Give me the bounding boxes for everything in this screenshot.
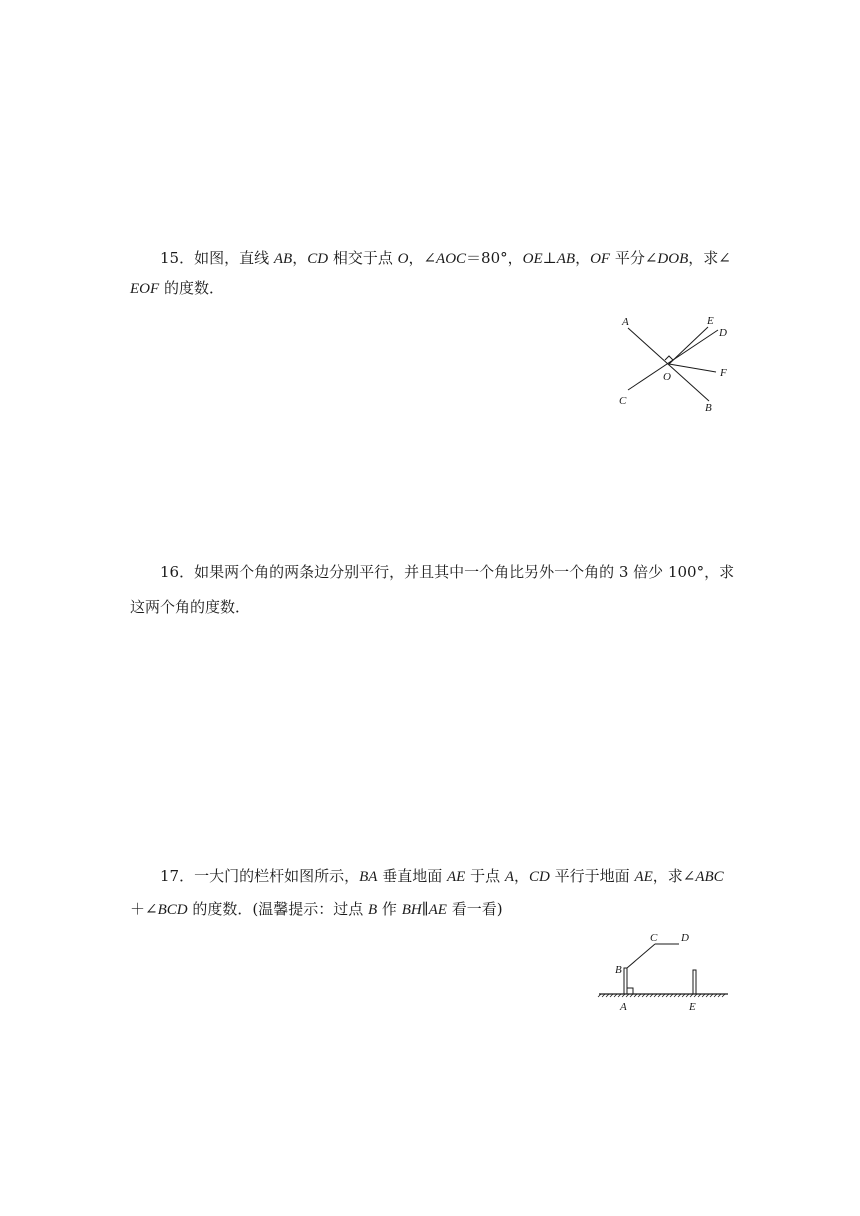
text-run: 于点 [465, 867, 505, 885]
math-variable: AE [634, 869, 653, 885]
text-run: ⊥ [542, 249, 557, 267]
figure-17-gate-railing [595, 926, 735, 1018]
text-run: 相交于点 [328, 249, 398, 267]
problem-text [130, 900, 503, 918]
text-run: 一大门的栏杆如图所示， [194, 867, 360, 885]
figure-15-intersecting-lines [610, 308, 750, 418]
label-o: O [663, 371, 671, 383]
line-ab [628, 328, 709, 401]
math-variable: A [504, 869, 515, 885]
problem-text [194, 563, 734, 581]
label-a: A [622, 316, 629, 328]
label-d: D [681, 932, 689, 944]
label-c: C [619, 395, 627, 407]
math-variable: B [367, 902, 378, 918]
problem-number: 17． [160, 867, 195, 885]
ray-oe [669, 327, 708, 364]
problem-text [130, 598, 250, 616]
text-run: 垂直地面 [377, 867, 447, 885]
label-d: D [719, 327, 727, 339]
text-run: ， [292, 249, 308, 267]
math-variable: BA [359, 869, 378, 885]
math-variable: BCD [157, 902, 188, 918]
text-run: 如果两个角的两条边分别平行，并且其中一个角比另外一个角的 3 倍少 100°，求 [194, 563, 735, 581]
text-run: ＝80°， [466, 249, 523, 267]
problem-text [130, 279, 224, 297]
text-run: ＋∠ [130, 900, 158, 918]
text-run: 这两个角的度数． [130, 598, 251, 616]
text-run: 的度数．(温馨提示：过点 [187, 900, 368, 918]
math-variable: AE [446, 869, 466, 885]
problem-16-line-1 [160, 562, 734, 582]
math-variable: AE [428, 902, 447, 918]
math-variable: EOF [130, 281, 160, 297]
math-variable: O [397, 251, 409, 267]
math-variable: ABC [695, 869, 724, 885]
label-e: E [689, 1001, 696, 1013]
math-variable: CD [307, 251, 329, 267]
text-run: 平行于地面 [549, 867, 635, 885]
problem-16-line-2 [130, 597, 250, 617]
label-c: C [650, 932, 658, 944]
text-run: 平分∠ [610, 249, 658, 267]
math-variable: AB [273, 251, 293, 267]
label-a: A [620, 1001, 627, 1013]
post-ba [624, 968, 627, 994]
math-variable: OE [522, 251, 543, 267]
problem-15-line-1 [160, 248, 731, 269]
problem-15-line-2 [130, 278, 224, 299]
label-b: B [705, 402, 712, 414]
problem-number: 16． [160, 563, 195, 581]
label-f: F [720, 367, 727, 379]
text-run: ，求∠ [652, 867, 696, 885]
label-b: B [615, 964, 622, 976]
text-run: ， [514, 867, 530, 885]
math-variable: CD [529, 869, 550, 885]
math-variable: AOC [436, 251, 467, 267]
math-variable: AB [556, 251, 576, 267]
right-angle-mark [627, 988, 633, 994]
text-run: 作 [377, 900, 402, 918]
text-run: 的度数． [159, 279, 224, 297]
problem-text [194, 867, 724, 885]
text-run: ∥ [421, 900, 429, 918]
math-variable: BH [401, 902, 422, 918]
problem-number: 15． [160, 249, 195, 267]
label-e: E [707, 315, 714, 327]
text-run: ，求∠ [688, 249, 731, 267]
math-variable: OF [590, 251, 611, 267]
post-e [693, 970, 696, 994]
text-run: 看一看) [446, 900, 503, 918]
text-run: 如图，直线 [194, 249, 274, 267]
problem-17-line-1 [160, 866, 724, 887]
text-run: ， [575, 249, 591, 267]
math-variable: DOB [657, 251, 689, 267]
problem-17-line-2 [130, 899, 503, 920]
segment-bc [627, 944, 655, 968]
text-run: ，∠ [408, 249, 437, 267]
problem-text [194, 249, 731, 267]
